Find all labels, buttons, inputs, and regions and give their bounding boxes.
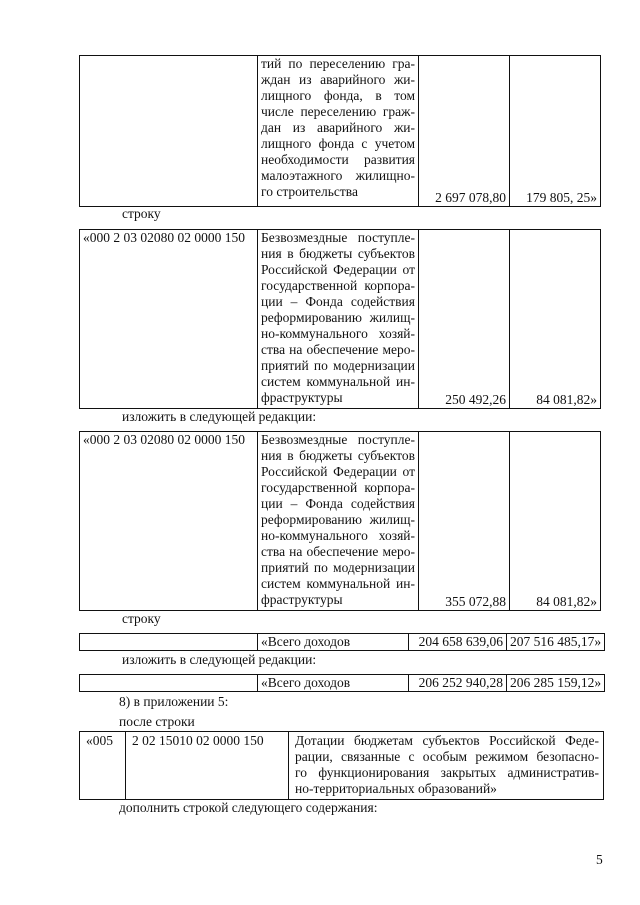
text-appendix-5: 8) в приложении 5: (119, 694, 229, 709)
total-income-value-2: 206 285 159,12» (507, 675, 605, 692)
description-line: ства на обеспечение меро- (261, 544, 415, 559)
text-redaction: изложить в следующей редакции: (122, 652, 317, 667)
description-line: фраструктуры (261, 592, 343, 607)
text-stroku: строку (122, 206, 161, 221)
description-line: фраструктуры (261, 390, 343, 405)
table-cell-code (80, 56, 258, 207)
table-cell-description (289, 732, 604, 800)
description-line: государственной корпора- (261, 278, 415, 293)
description-line: ждан из аварийного жи- (261, 72, 415, 87)
table-cell-code: «000 2 03 02080 02 0000 150 (80, 432, 258, 611)
description-line: Безвозмездные поступле- (261, 432, 415, 447)
table-cell-description (258, 432, 419, 611)
text-redaction: изложить в следующей редакции: (122, 409, 317, 424)
description-line: систем коммунальной ин- (261, 374, 415, 389)
description-line: лищного фонда с учетом (261, 136, 415, 151)
description-line: ства на обеспечение меро- (261, 342, 415, 357)
description-line: Российской Федерации от (261, 262, 415, 277)
description-line: малоэтажного жилищно- (261, 168, 415, 183)
description-line: государственной корпора- (261, 480, 415, 495)
description-line: рации, связанные с особым режимом безопасно- (295, 749, 599, 764)
total-income-value-2: 207 516 485,17» (507, 634, 605, 651)
table-cell-value-2: 84 081,82» (510, 230, 601, 409)
description-line: ния в бюджеты субъектов (261, 246, 415, 261)
table-cell-kbk: 2 02 15010 02 0000 150 (126, 732, 289, 800)
description-line: го строительства (261, 184, 358, 199)
table-cell-code: «000 2 03 02080 02 0000 150 (80, 230, 258, 409)
table-cell-description (258, 230, 419, 409)
table-cell-value-2: 179 805, 25» (510, 56, 601, 207)
description-line: реформированию жилищ- (261, 310, 415, 325)
appendix-5-table (79, 731, 604, 800)
description-line: Российской Федерации от (261, 464, 415, 479)
table-cell-code: «005 (80, 732, 126, 800)
description-line: но-территориальных образований» (295, 781, 497, 796)
text-stroku: строку (122, 611, 161, 626)
budget-table-continuation (79, 55, 601, 207)
description-line: систем коммунальной ин- (261, 576, 415, 591)
total-income-value-1: 204 658 639,06 (409, 634, 507, 651)
budget-table-old-row (79, 229, 601, 409)
budget-table-new-row (79, 431, 601, 611)
description-line: но-коммунального хозяй- (261, 326, 415, 341)
description-line: приятий по модернизации (261, 560, 415, 575)
description-line: Дотации бюджетам субъектов Российской Феде- (295, 733, 599, 748)
total-income-label: «Всего доходов (258, 675, 409, 692)
table-cell-value-1: 355 072,88 (419, 432, 510, 611)
description-line: ния в бюджеты субъектов (261, 448, 415, 463)
table-cell-description (258, 56, 419, 207)
page-number: 5 (596, 852, 603, 867)
description-line: числе переселению граж- (261, 104, 415, 119)
description-line: приятий по модернизации (261, 358, 415, 373)
description-line: необходимости развития (261, 152, 415, 167)
description-line: дан из аварийного жи- (261, 120, 415, 135)
text-supplement: дополнить строкой следующего содержания: (119, 800, 378, 815)
table-cell-value-1: 250 492,26 (419, 230, 510, 409)
description-line: Безвозмездные поступле- (261, 230, 415, 245)
table-cell-code (80, 634, 258, 651)
description-line: ции – Фонда содействия (261, 294, 415, 309)
total-income-old (79, 633, 605, 651)
description-line: лищного фонда, в том (261, 88, 415, 103)
table-cell-value-2: 84 081,82» (510, 432, 601, 611)
total-income-label: «Всего доходов (258, 634, 409, 651)
table-cell-code (80, 675, 258, 692)
table-cell-value-1: 2 697 078,80 (419, 56, 510, 207)
text-after-row: после строки (119, 714, 195, 729)
description-line: тий по переселению гра- (261, 56, 415, 71)
description-line: но-коммунального хозяй- (261, 528, 415, 543)
description-line: реформированию жилищ- (261, 512, 415, 527)
total-income-new (79, 674, 605, 692)
description-line: го функционирования закрытых административ- (295, 765, 599, 780)
description-line: ции – Фонда содействия (261, 496, 415, 511)
total-income-value-1: 206 252 940,28 (409, 675, 507, 692)
